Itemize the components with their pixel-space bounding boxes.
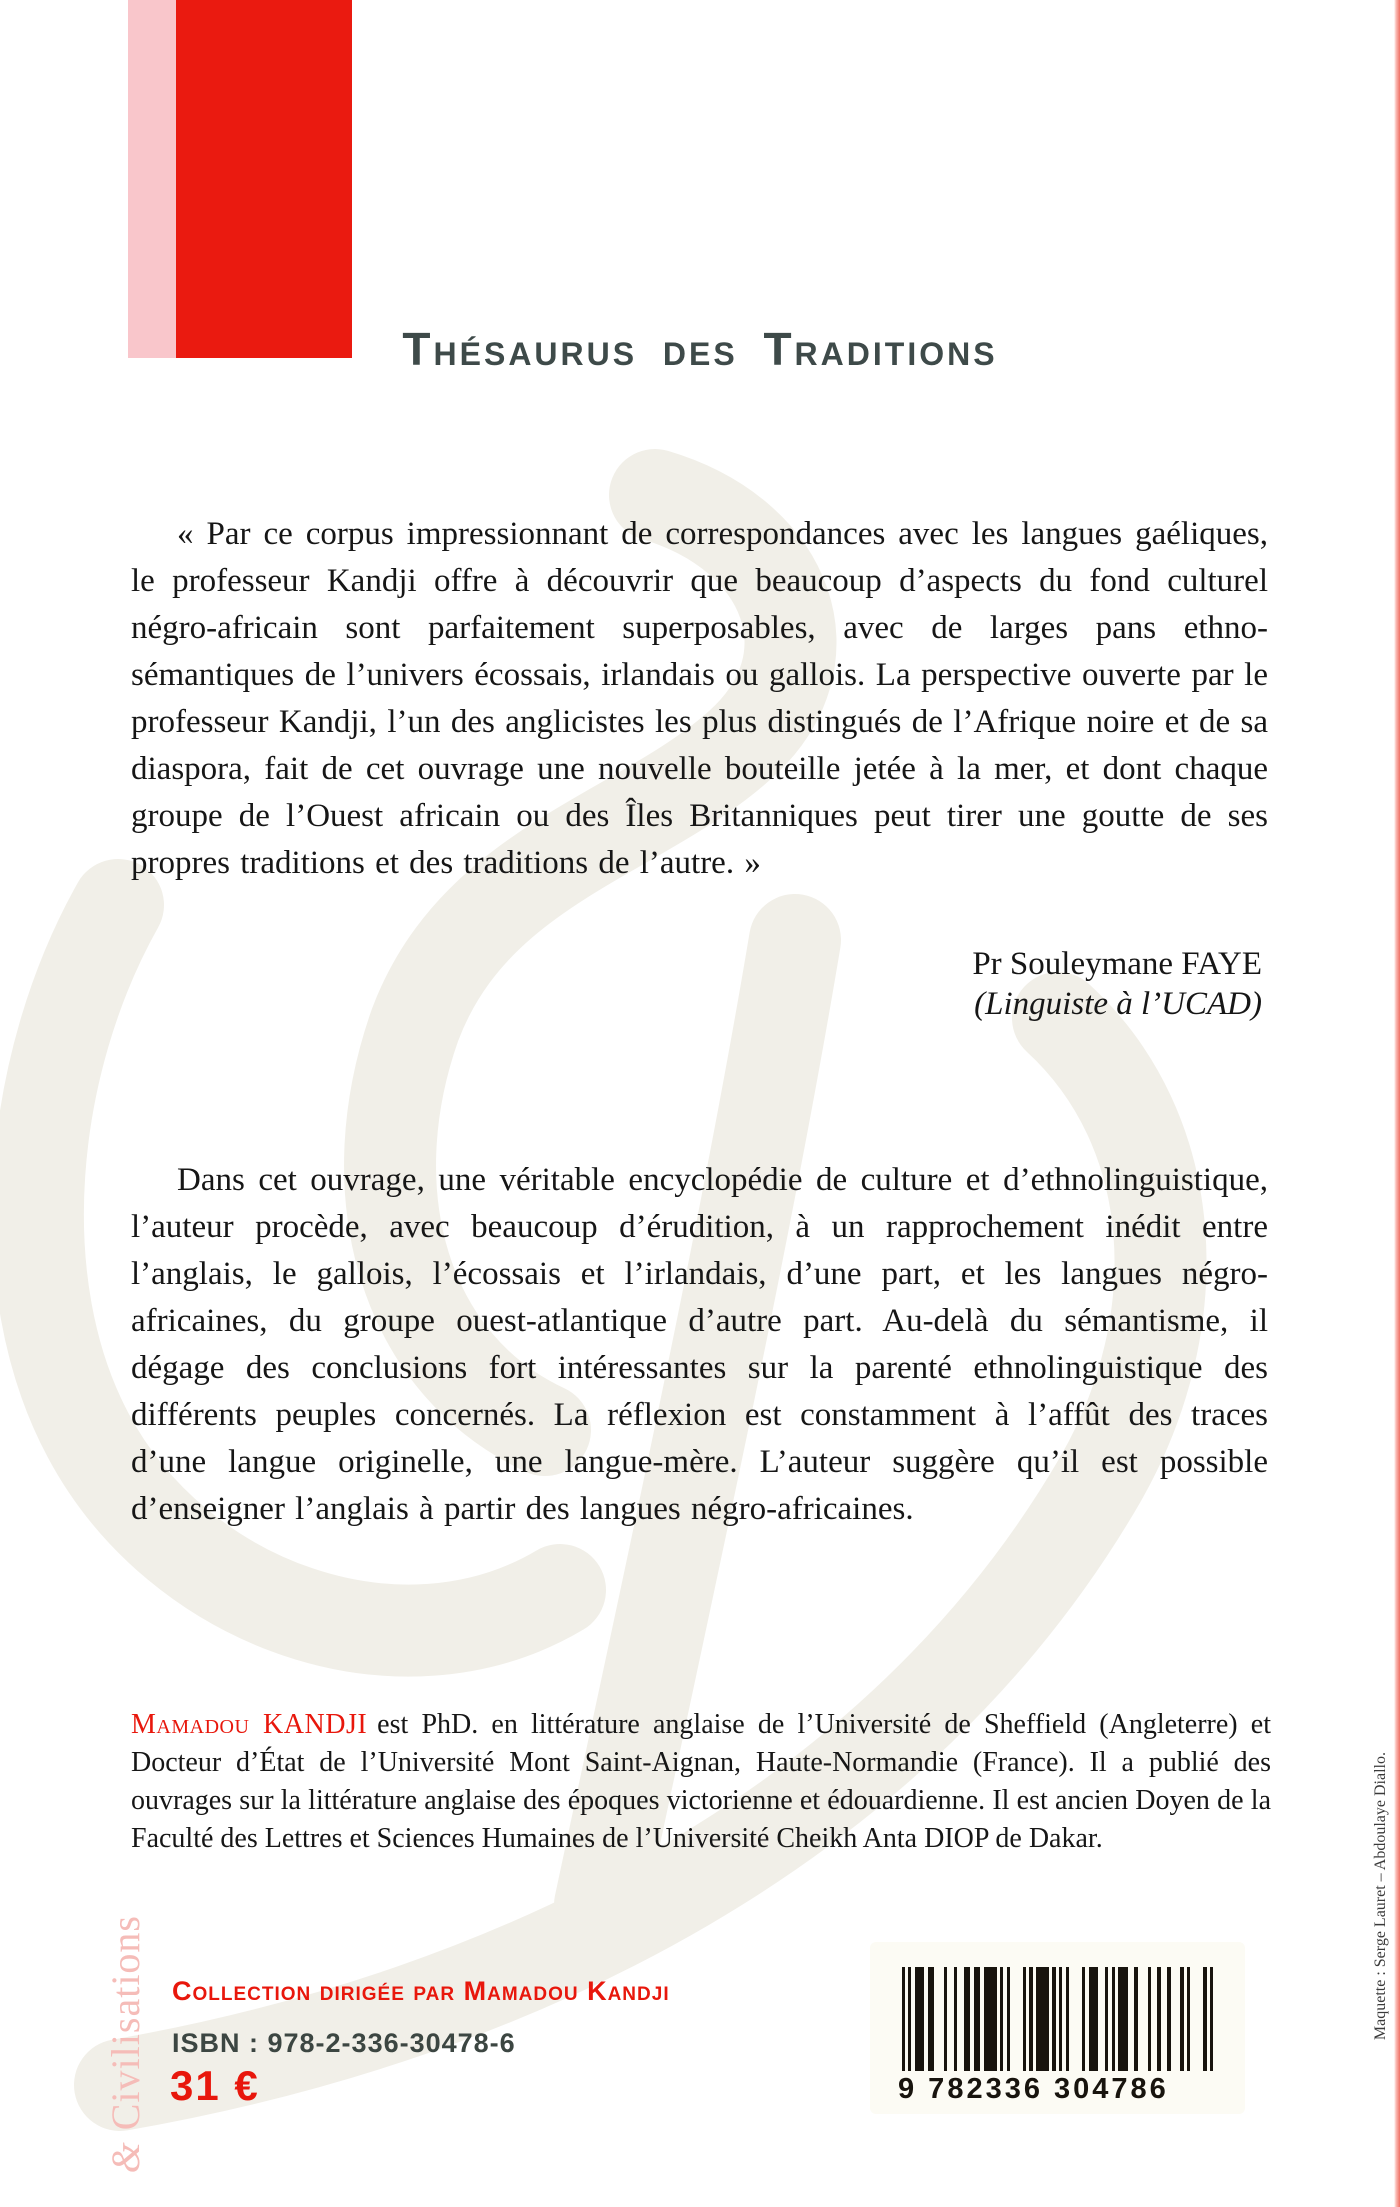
author-name: Mamadou KANDJI <box>131 1709 368 1740</box>
collection-director-line: Collection dirigée par Mamadou Kandji <box>172 1976 670 2006</box>
synopsis-text: Dans cet ouvrage, une véritable encyclopédie de culture et d’ethnolinguistique, l’auteur procède, avec beaucoup d’érudition, à un rapprochement inédit entre l’anglais, le gallois, l’écossais et l’irlandais, d’une part, et les langues négro-africaines, du groupe ouest-atlantique d’autre part. Au-delà du sémantisme, il dégage des conclusions fort intéressantes sur la parenté ethnolinguistique des différents peuples concernés. La réflexion est constamment à l’affût des traces d’une langue originelle, une langue-mère. L’auteur suggère qu’il est possible d’enseigner l’anglais à partir des langues négro-africaines. <box>131 1162 1268 1527</box>
collection-banner-line2-text: Civilisations <box>103 1914 148 2141</box>
quote-author-role: (Linguiste à l’UCAD) <box>974 986 1262 1022</box>
design-credits: Maquette : Serge Lauret – Abdoulaye Diallo. <box>1372 1752 1389 2041</box>
isbn-line: ISBN : 978-2-336-30478-6 <box>172 2028 516 2058</box>
quote-attribution <box>972 944 1262 1024</box>
collection-banner-line2 <box>102 1915 149 2173</box>
collection-banner <box>176 0 352 358</box>
quote-text: « Par ce corpus impressionnant de correspondances avec les langues gaéliques, le professeur Kandji offre à découvrir que beaucoup d’aspects du fond culturel négro-africain sont parfaitement superposables, avec de larges pans ethno-sémantiques de l’univers écossais, irlandais ou gallois. La perspective ouverte par le professeur Kandji, l’un des anglicistes les plus distingués de l’Afrique noire et de sa diaspora, fait de cet ouvrage une nouvelle bouteille jetée à la mer, et dont chaque groupe de l’Ouest africain ou des Îles Britanniques peut tirer une goutte de ses propres traditions et des traditions de l’autre. » <box>131 516 1268 881</box>
barcode <box>870 1942 1245 2114</box>
banner-pink-stripe <box>128 0 176 358</box>
cover-edge-line <box>1394 0 1400 2207</box>
collection-banner-line1: Littératures <box>27 1899 79 2161</box>
barcode-number: 9 782336 304786 <box>898 2073 1169 2105</box>
ampersand: & <box>103 2140 148 2173</box>
author-bio <box>131 1706 1271 1858</box>
quote-paragraph <box>131 511 1268 887</box>
price: 31 € <box>170 2062 260 2109</box>
author-bio-text: est PhD. en littérature anglaise de l’Université de Sheffield (Angleterre) et Docteur d’État de l’Université Mont Saint-Aignan, Haute-Normandie (France). Il a publié des ouvrages sur la littérature anglaise des époques victorienne et édouardienne. Il est ancien Doyen de la Faculté des Lettres et Sciences Humaines de l’Université Cheikh Anta DIOP de Dakar. <box>131 1709 1271 1854</box>
quote-author: Pr Souleymane FAYE <box>972 946 1262 982</box>
barcode-bars <box>902 1967 1214 2071</box>
synopsis-paragraph <box>131 1157 1268 1533</box>
book-title: Thésaurus des Traditions <box>402 323 998 375</box>
